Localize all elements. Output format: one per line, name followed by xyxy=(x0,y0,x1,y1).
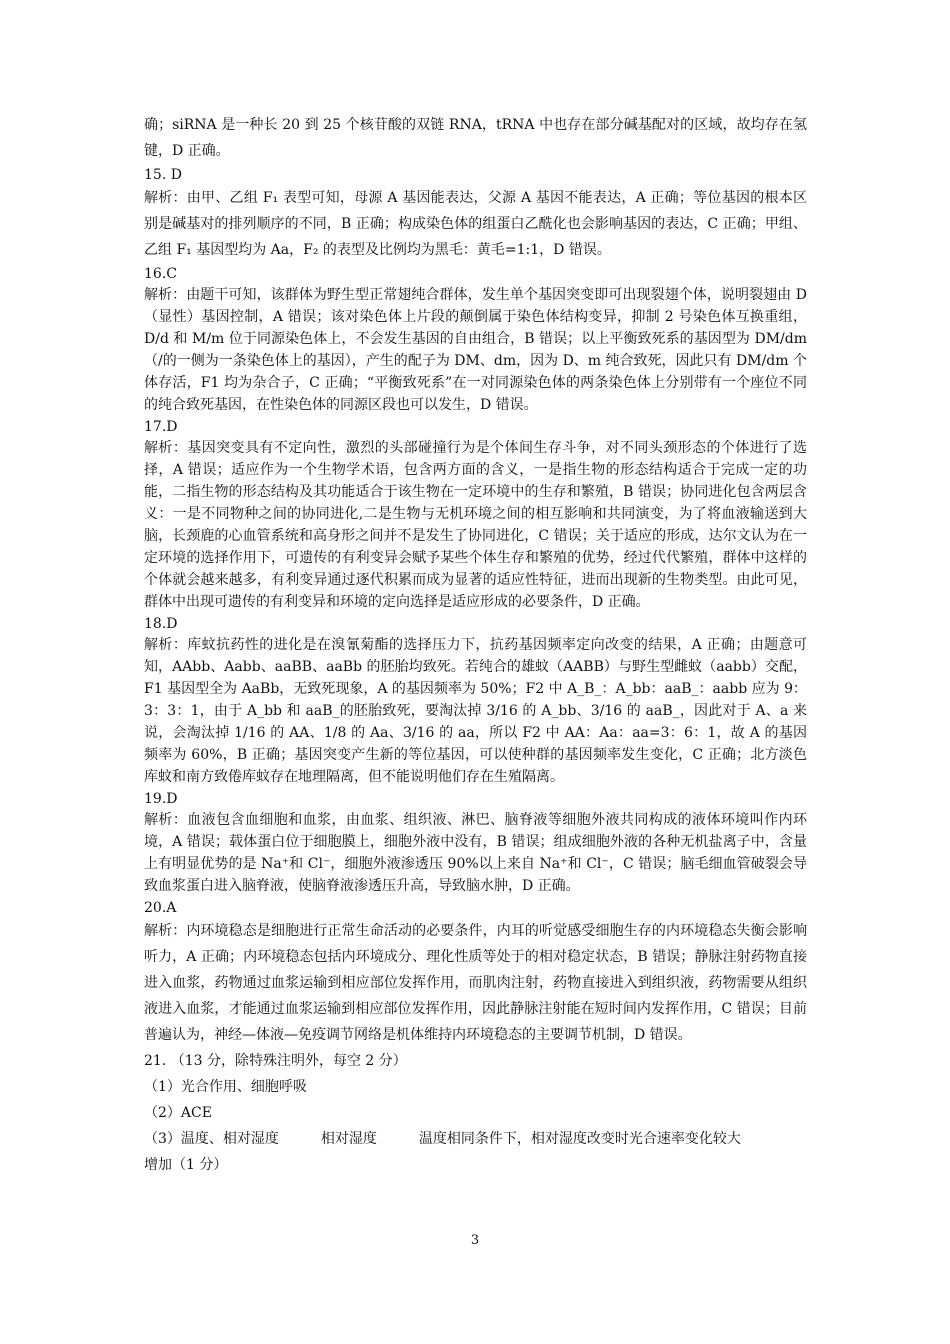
question-number: 20.A xyxy=(144,900,177,916)
question-number: 19.D xyxy=(144,791,178,807)
explanation-paragraph: 确；siRNA 是一种长 20 到 25 个核苷酸的双链 RNA，tRNA 中也存在部分碱基配对的区域，故均存在氢键，D 正确。 xyxy=(144,117,807,159)
answer-line: 21. （13 分，除特殊注明外，每空 2 分） xyxy=(144,1053,407,1069)
explanation-paragraph: 解析：由甲、乙组 F₁ 表型可知，母源 A 基因能表达，父源 A 基因不能表达，A 正确；等位基因的根本区别是碱基对的排列顺序的不同，B 正确；构成染色体的组蛋白乙酰化也会影响基因的表达，C 正确；甲组、乙组 F₁ 基因型均为 Aa，F₂ 的表型及比例均为黑毛：黄毛=1:1，D 错误。 xyxy=(144,190,807,258)
explanation-paragraph: 解析：内环境稳态是细胞进行正常生命活动的必要条件，内耳的听觉感受细胞生存的内环境稳态失衡会影响听力，A 正确；内环境稳态包括内环境成分、理化性质等处于的相对稳定状态，B 错误；静脉注射药物直接进入血浆，药物通过血浆运输到相应部位发挥作用，而肌肉注射，药物直接进入到组织液，药物需要从组织液进入血浆，才能通过血浆运输到相应部位发挥作用，因此静脉注射能在短时间内发挥作用，C 错误；目前普遍认为，神经—体液—免疫调节网络是机体维持内环境稳态的主要调节机制，D 错误。 xyxy=(144,923,807,1043)
explanation-paragraph: 解析：血液包含血细胞和血浆，由血浆、组织液、淋巴、脑脊液等细胞外液共同构成的液体环境叫作内环境，A 错误；载体蛋白位于细胞膜上，细胞外液中没有，B 错误；组成细胞外液的各种无机盐离子中，含量上有明显优势的是 Na⁺和 Cl⁻，细胞外液渗透压 90%以上来自 Na⁺和 Cl⁻，C 错误；脑毛细血管破裂会导致血浆蛋白进入脑脊液，使脑脊液渗透压升高，导致脑水肿，D 正确。 xyxy=(144,812,807,894)
question-number: 15. D xyxy=(144,167,182,183)
answer-line: （3）温度、相对湿度 相对湿度 温度相同条件下，相对湿度改变时光合速率变化较大 xyxy=(144,1131,741,1147)
answer-line: （1）光合作用、细胞呼吸 xyxy=(144,1079,307,1095)
explanation-paragraph: 解析：基因突变具有不定向性，激烈的头部碰撞行为是个体间生存斗争，对不同头颈形态的个体进行了选择，A 错误；适应作为一个生物学术语，包含两方面的含义，一是指生物的形态结构适合于完成一定的功能，二指生物的形态结构及其功能适合于该生物在一定环境中的生存和繁殖，B 错误；协同进化包含两层含义：一是不同物种之间的协同进化,二是生物与无机环境之间的相互影响和共同演变，为了将血液输送到大脑，长颈鹿的心血管系统和高身形之间并不是发生了协同进化，C 错误；关于适应的形成，达尔文认为在一定环境的选择作用下，可遗传的有利变异会赋予某些个体生存和繁殖的优势，经过代代繁殖，群体中这样的个体就会越来越多，有利变异通过逐代积累而成为显著的适应性特征，进而出现新的生物类型。由此可见，群体中出现可遗传的有利变异和环境的定向选择是适应形成的必要条件，D 正确。 xyxy=(144,440,807,610)
answer-explanation-body xyxy=(144,112,807,1178)
question-number: 17.D xyxy=(144,419,178,435)
question-number: 18.D xyxy=(144,616,178,632)
page-number: 3 xyxy=(470,1233,480,1248)
answer-line: （2）ACE xyxy=(144,1105,212,1121)
question-number: 16.C xyxy=(144,266,177,282)
explanation-paragraph: 解析：由题干可知，该群体为野生型正常翅纯合群体，发生单个基因突变即可出现裂翅个体，说明裂翅由 D（显性）基因控制，A 错误；该对染色体上片段的颠倒属于染色体结构变异，抑制 2 号染色体互换重组，D/d 和 M/m 位于同源染色体上，不会发生基因的自由组合，B 错误；以上平衡致死系的基因型为 DM/dm（/的一侧为一条染色体上的基因），产生的配子为 DM、dm，因为 D、m 纯合致死，因此只有 DM/dm 个体存活，F1 均为杂合子，C 正确；“平衡致死系”在一对同源染色体的两条染色体上分别带有一个座位不同的纯合致死基因，在性染色体的同源区段也可以发生，D 错误。 xyxy=(144,287,807,413)
explanation-paragraph: 解析：库蚊抗药性的进化是在溴氰菊酯的选择压力下，抗药基因频率定向改变的结果，A 正确；由题意可知，AAbb、Aabb、aaBB、aaBb 的胚胎均致死。若纯合的雄蚊（AABB）与野生型雌蚊（aabb）交配，F1 基因型全为 AaBb，无致死现象，A 的基因频率为 50%；F2 中 A_B_：A_bb：aaB_：aabb 应为 9：3：3：1，由于 A_bb 和 aaB_的胚胎致死，要淘汰掉 3/16 的 A_bb、3/16 的 aaB_，因此对于 A、a 来说，会淘汰掉 1/16 的 AA、1/8 的 Aa、3/16 的 aa，所以 F2 中 AA：Aa：aa=3：6：1，故 A 的基因频率为 60%，B 正确；基因突变产生新的等位基因，可以使种群的基因频率发生变化，C 正确；北方淡色库蚊和南方致倦库蚊存在地理隔离，但不能说明他们存在生殖隔离。 xyxy=(144,637,807,785)
answer-line: 增加（1 分） xyxy=(144,1157,228,1173)
